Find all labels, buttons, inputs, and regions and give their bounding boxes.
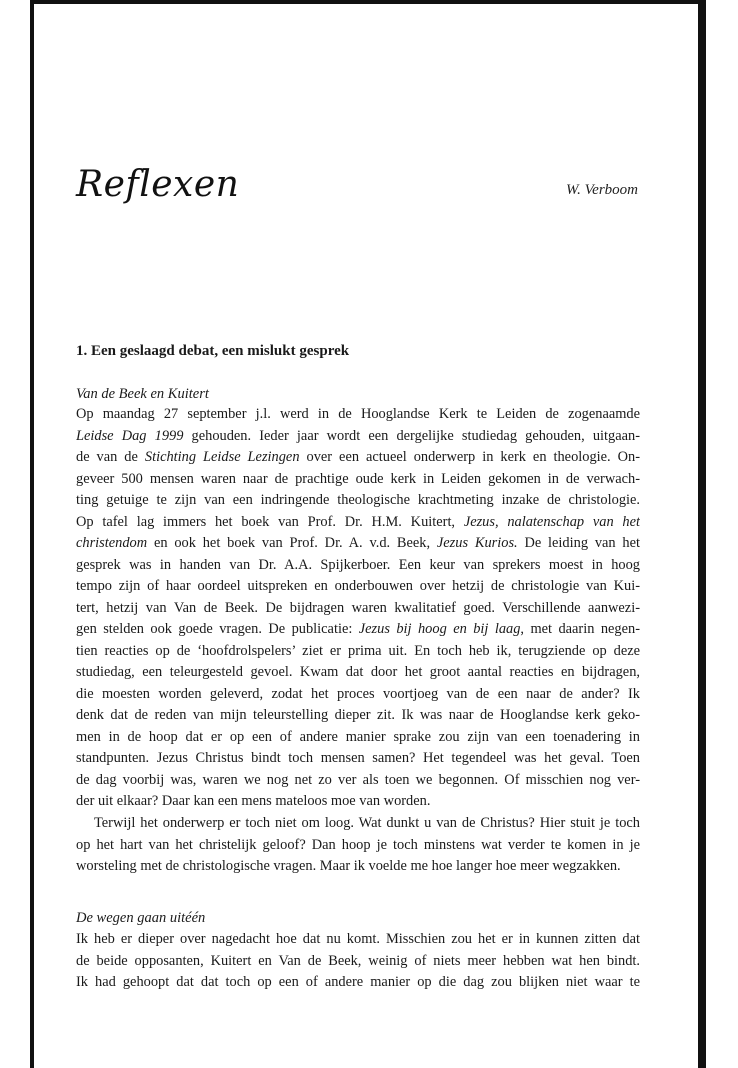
text-line: denk dat de reden van mijn teleurstelling dieper zit. Ik was naar de Hooglandse kerk geko- (76, 707, 640, 723)
text-line: ting getuige te zijn van een indringende theologische krachtmeting inzake de christologie. (76, 492, 640, 508)
text-line: standpunten. Jezus Christus bindt toch mensen samen? Het tegendeel was het geval. Toen (76, 750, 640, 766)
page-border-top (30, 0, 706, 4)
text-line: tert, hetzij van Van de Beek. De bijdragen waren kwalitatief goed. Verschillende aanwezi- (76, 599, 640, 616)
text-line: op het hart van het christelijk geloof? Dan hoop je toch minstens wat verder te komen in je (76, 836, 640, 853)
text-line: Op maandag 27 september j.l. werd in de Hooglandse Kerk te Leiden de zogenaamde (76, 406, 640, 422)
page-border-right (698, 0, 706, 1068)
text-line: gesprek was in handen van Dr. A.A. Spijkerboer. Een keur van sprekers moest in hoog (76, 556, 640, 573)
article-title: Reflexen (76, 164, 240, 205)
text-line: de dag voorbij was, waren we nog net zo ver als toen we begonnen. Of misschien nog ver- (76, 771, 640, 788)
text-line: studiedag, een teleurgesteld gevoel. Kwam dat door het groot aantal reacties en bijdragen, (76, 664, 640, 680)
paragraph-2 (76, 813, 640, 878)
text-line: der uit elkaar? Daar kan een mens mateloos moe van worden. (76, 793, 431, 809)
text-line: tien reacties op de ‘hoofdrolspelers’ ziet er prima uit. En toch heb ik, terugziende op deze (76, 642, 640, 659)
text-line: tempo zijn of haar oordeel uitspreken en onderbouwen over hetzij de christologie van Kui- (76, 578, 640, 594)
article-author: W. Verboom (566, 182, 638, 198)
text-line: die moesten worden geleverd, zodat het proces voortjoeg van de een naar de ander? Ik (76, 685, 640, 702)
text-line: de beide opposanten, Kuitert en Van de Beek, weinig of niets meer hebben wat hen bindt. (76, 952, 640, 969)
text-line: Leidse Dag 1999 gehouden. Ieder jaar wordt een dergelijke studiedag gehouden, uitgaan- (76, 427, 640, 444)
section-heading: 1. Een geslaagd debat, een mislukt gesprek (76, 343, 350, 359)
subsection-heading-van-de-beek: Van de Beek en Kuitert (76, 386, 209, 402)
text-line: de van de Stichting Leidse Lezingen over een actueel onderwerp in kerk en theologie. On- (76, 449, 640, 465)
paragraph-1 (76, 404, 640, 813)
subsection-heading-wegen: De wegen gaan uitéén (76, 910, 206, 926)
text-line: geveer 500 mensen waren naar de prachtige oude kerk in Leiden gekomen in de verwach- (76, 470, 640, 487)
text-line: Ik heb er dieper over nagedacht hoe dat nu komt. Misschien zou het er in kunnen zitten dat (76, 931, 640, 947)
text-line: worsteling met de christologische vragen. Maar ik voelde me hoe langer hoe meer wegzakken. (76, 858, 621, 874)
text-line: men in de hoop dat er op een of andere manier sprake zou zijn van een toenadering in (76, 728, 640, 745)
text-line: Op tafel lag immers het boek van Prof. Dr. H.M. Kuitert, Jezus, nalatenschap van het (76, 513, 640, 530)
page-border-left (30, 0, 34, 1068)
text-line: christendom en ook het boek van Prof. Dr. A. v.d. Beek, Jezus Kurios. De leiding van het (76, 535, 640, 551)
paragraph-3 (76, 929, 640, 994)
text-line: Ik had gehoopt dat dat toch op een of andere manier op die dag zou blijken niet waar te (76, 974, 640, 990)
text-line: Terwijl het onderwerp er toch niet om loog. Wat dunkt u van de Christus? Hier stuit je toch (94, 815, 640, 831)
text-line: gen stelden ook goede vragen. De publicatie: Jezus bij hoog en bij laag, met daarin negen- (76, 621, 640, 637)
